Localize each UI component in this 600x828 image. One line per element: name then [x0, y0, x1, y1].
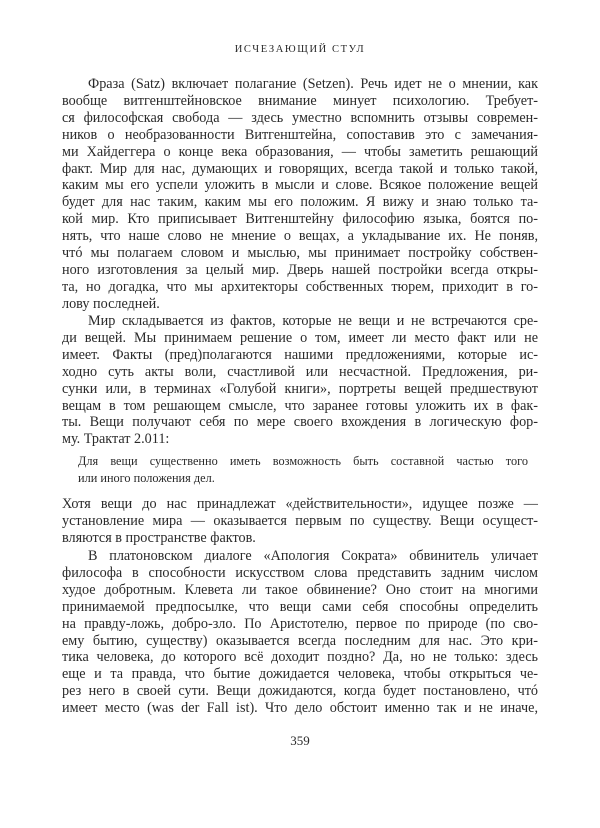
text-line: Фраза (Satz) включает полагание (Setzen). Речь идет не о мнении, как	[88, 76, 538, 92]
text-line: факт. Мир для нас, думающих и говорящих, всегда такой и только такой,	[62, 160, 538, 177]
text-line: В платоновском диалоге «Апология Сократа» обвинитель уличает	[88, 548, 538, 564]
text-line: ного изготовления за целый мир. Дверь нашей постройки всегда откры-	[62, 261, 538, 278]
text-line: та, но догадка, что мы архитекторы собственных тюрем, приходит в го-	[62, 278, 538, 295]
text-line: еще и та правда, что бытие дожидается человека, чтобы открыться че-	[62, 666, 538, 683]
text-line: Для вещи существенно иметь возможность быть составной частью того	[78, 454, 528, 468]
text-line: тика человека, до которого всё доходит поздно? Да, но не только: здесь	[62, 649, 538, 666]
text-line: рез него в своей сути. Вещи дожидаются, когда будет постановлено, чтó	[62, 683, 538, 700]
text-line: ему бытию, существу) оказывается всегда последним для нас. Это кри-	[62, 632, 538, 649]
text-line: ми Хайдеггера о конце века образования, — чтобы заметить решающий	[62, 143, 538, 160]
text-line: имеет. Факты (пред)полагаются нашими предложениями, которые ис-	[62, 346, 538, 363]
text-line: вообще витгенштейновское внимание минует психологию. Требует-	[62, 92, 538, 109]
text-line: лову последней.	[62, 295, 160, 312]
text-line: или иного положения дел.	[78, 471, 215, 485]
page-number: 359	[290, 733, 310, 748]
text-line: кой мир. Кто приписывает Витгенштейну философию языка, боятся по-	[62, 211, 538, 228]
text-line: принимаемой предпосылке, что вещи сами себя способны определить	[62, 598, 538, 615]
text-line: установление мира — оказывается первым по существу. Вещи осущест-	[62, 513, 538, 529]
text-line: ников о необразованности Витгенштейна, сопоставив это с замечания-	[62, 126, 538, 143]
text-line: имеет место (was der Fall ist). Что дело обстоит именно так и не иначе,	[62, 700, 538, 717]
text-line: вещам в том решающем смысле, что заранее готовы уложить их в фак-	[62, 397, 538, 414]
running-header: ИСЧЕЗАЮЩИЙ СТУЛ	[234, 44, 366, 55]
text-line: Хотя вещи до нас принадлежат «действительности», идущее позже —	[62, 496, 538, 512]
text-line: Мир складывается из фактов, которые не вещи и не встречаются сре-	[88, 313, 538, 329]
text-line: нять, что наше слово не мнение о вещах, а укладывание их. Не поняв,	[62, 228, 538, 245]
text-line: вляются в пространстве фактов.	[62, 530, 256, 546]
text-line: ди вещей. Мы принимаем решение о том, имеет ли место факт или не	[62, 329, 538, 346]
text-line: философа в способности искусством слова представить задним числом	[62, 564, 538, 581]
text-line: сунки или, в терминах «Голубой книги», портреты вещей предшествуют	[62, 380, 538, 397]
text-line: худое добротным. Клевета ли такое обвинение? Оно стоит на многими	[62, 581, 538, 598]
text-line: чтó мы полагаем словом и мыслью, мы принимает постройку собствен-	[62, 245, 538, 261]
text-line: на правду-ложь, добро-зло. По Аристотелю, первое по природе (по сво-	[62, 615, 538, 632]
text-line: ся философская свобода — здесь уместно вспомнить отзывы современ-	[62, 109, 538, 126]
text-line: му. Трактат 2.011:	[62, 431, 170, 448]
text-line: будет для нас таким, каким мы его положим. Я вижу и знаю только та-	[62, 194, 538, 211]
text-line: ходно суть акты воли, счастливой или несчастной. Предложения, ри-	[62, 363, 538, 380]
text-line: каким мы его успели уложить в мысли и слове. Всякое положение вещей	[62, 177, 538, 194]
text-line: ты. Вещи получают себя по мере своего вхождения в логическую фор-	[62, 414, 538, 431]
